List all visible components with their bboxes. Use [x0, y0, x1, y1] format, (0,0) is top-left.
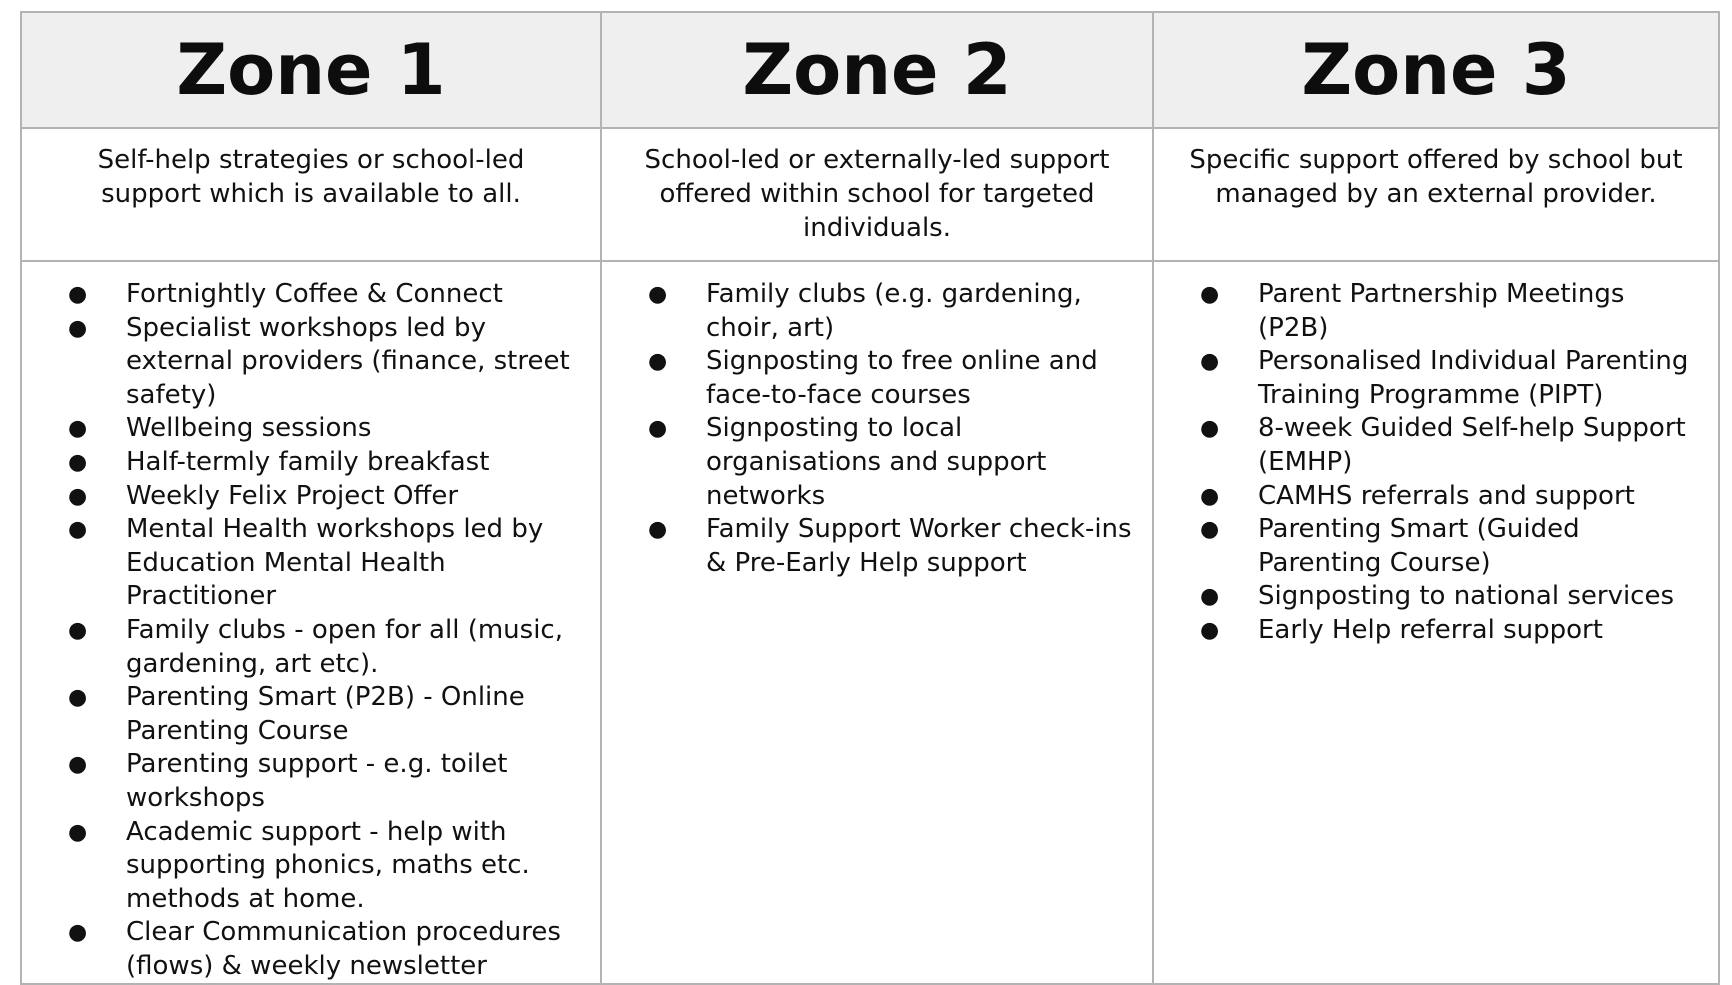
list-item-text: Academic support - help with supporting phonics, maths etc. methods at home. [126, 816, 530, 914]
bullet-icon: ● [68, 416, 88, 442]
list-item-text: Signposting to local organisations and support networks [706, 413, 1047, 511]
list-item [602, 278, 1134, 345]
bullet-icon: ● [648, 349, 668, 375]
list-item [1154, 614, 1700, 648]
list-item-text: 8-week Guided Self-help Support (EMHP) [1258, 413, 1686, 477]
bullet-icon: ● [68, 449, 88, 475]
bullet-icon: ● [68, 752, 88, 778]
bullet-icon: ● [68, 819, 88, 845]
bullet-icon: ● [68, 483, 88, 509]
list-item [22, 278, 582, 312]
list-item-text: Fortnightly Coffee & Connect [126, 279, 503, 309]
bullet-icon: ● [1200, 416, 1220, 442]
bullet-icon: ● [1200, 517, 1220, 543]
zones-table [20, 11, 1720, 985]
bullet-icon: ● [648, 282, 668, 307]
list-item [22, 312, 582, 413]
zone-2-description: School-led or externally-led support offered within school for targeted individuals. [601, 128, 1153, 261]
bullet-icon: ● [68, 282, 88, 307]
zone-description-row [21, 128, 1719, 261]
list-item [1154, 580, 1700, 614]
list-item [1154, 513, 1700, 580]
zone-2-title: Zone 2 [601, 12, 1153, 128]
list-item-text: Family clubs - open for all (music, gardening, art etc). [126, 614, 563, 679]
list-item [22, 681, 582, 748]
bullet-icon: ● [1200, 584, 1220, 610]
list-item [602, 345, 1134, 412]
list-item-text: Mental Health workshops led by Education Mental Health Practitioner [126, 514, 544, 612]
list-item-text: Specialist workshops led by external providers (finance, street safety) [126, 312, 570, 410]
zone-2-items-cell [601, 261, 1153, 984]
zone-header-row [21, 12, 1719, 128]
list-item-text: Parenting support - e.g. toilet workshops [126, 749, 508, 813]
list-item [22, 748, 582, 815]
list-item-text: Clear Communication procedures (flows) & weekly newsletter [126, 917, 561, 981]
list-item [602, 513, 1134, 580]
zone-3-items-cell [1153, 261, 1719, 984]
list-item [1154, 345, 1700, 412]
list-item [22, 446, 582, 480]
list-item-text: Early Help referral support [1258, 614, 1603, 645]
list-item [1154, 278, 1700, 345]
list-item-text: Wellbeing sessions [126, 413, 372, 444]
list-item [22, 816, 582, 917]
bullet-icon: ● [648, 517, 668, 543]
list-item-text: Family clubs (e.g. gardening, choir, art) [706, 279, 1082, 343]
list-item [602, 412, 1134, 513]
zone-1-title: Zone 1 [21, 12, 601, 128]
list-item-text: Weekly Felix Project Offer [126, 480, 459, 511]
list-item-text: Signposting to national services [1258, 581, 1675, 612]
zone-2-item-list [602, 278, 1134, 580]
bullet-icon: ● [648, 416, 668, 442]
zone-3-title: Zone 3 [1153, 12, 1719, 128]
zone-1-description: Self-help strategies or school-led support which is available to all. [21, 128, 601, 261]
list-item-text: Half-termly family breakfast [126, 446, 490, 477]
bullet-icon: ● [1200, 483, 1220, 509]
list-item [22, 480, 582, 514]
zone-3-description: Specific support offered by school but managed by an external provider. [1153, 128, 1719, 261]
list-item [22, 614, 582, 681]
list-item-text: Parenting Smart (Guided Parenting Course) [1258, 514, 1580, 578]
bullet-icon: ● [68, 920, 88, 946]
bullet-icon: ● [1200, 349, 1220, 375]
list-item-text: Parent Partnership Meetings (P2B) [1258, 279, 1625, 343]
list-item [22, 412, 582, 446]
bullet-icon: ● [68, 685, 88, 711]
list-item-text: CAMHS referrals and support [1258, 480, 1635, 511]
bullet-icon: ● [68, 617, 88, 643]
bullet-icon: ● [68, 315, 88, 341]
zone-1-item-list [22, 278, 582, 983]
list-item-text: Parenting Smart (P2B) - Online Parenting Course [126, 682, 525, 746]
bullet-icon: ● [68, 517, 88, 543]
bullet-icon: ● [1200, 617, 1220, 643]
zone-3-item-list [1154, 278, 1700, 648]
list-item [22, 916, 582, 983]
list-item-text: Personalised Individual Parenting Training Programme (PIPT) [1258, 346, 1689, 410]
list-item-text: Signposting to free online and face-to-face courses [706, 346, 1098, 410]
zone-1-items-cell [21, 261, 601, 984]
list-item-text: Family Support Worker check-ins & Pre-Early Help support [706, 514, 1132, 578]
zone-items-row [21, 261, 1719, 984]
bullet-icon: ● [1200, 282, 1220, 307]
list-item [1154, 480, 1700, 514]
list-item [22, 513, 582, 614]
list-item [1154, 412, 1700, 479]
